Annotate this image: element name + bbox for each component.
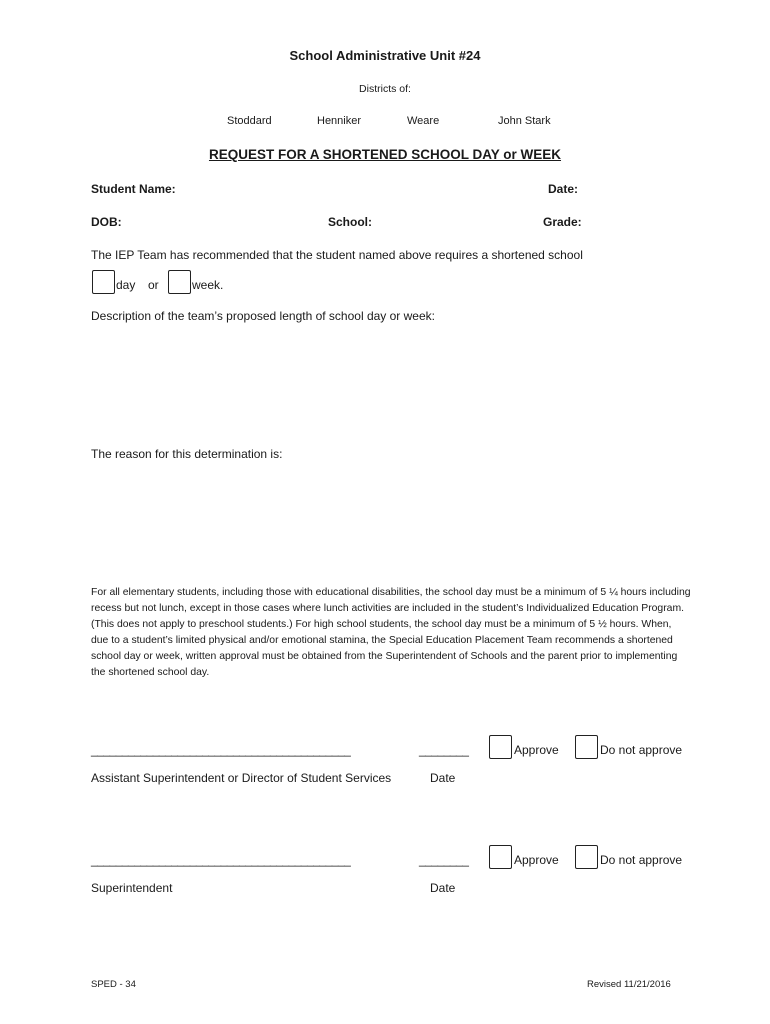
date-line[interactable]: ________ bbox=[419, 743, 469, 757]
day-option-label: day bbox=[116, 278, 136, 292]
approve-label: Approve bbox=[514, 853, 559, 867]
do-not-approve-checkbox[interactable] bbox=[575, 735, 598, 759]
signature-line[interactable]: __________________________________________ bbox=[91, 743, 351, 757]
do-not-approve-checkbox[interactable] bbox=[575, 845, 598, 869]
district-john-stark: John Stark bbox=[498, 115, 551, 127]
student-name-label: Student Name: bbox=[91, 182, 176, 196]
form-code: SPED - 34 bbox=[91, 979, 136, 990]
district-henniker: Henniker bbox=[317, 115, 362, 127]
approve-checkbox[interactable] bbox=[489, 735, 512, 759]
districts-label: Districts of: bbox=[359, 83, 411, 95]
organization-title: School Administrative Unit #24 bbox=[289, 48, 481, 63]
approve-label: Approve bbox=[514, 743, 559, 757]
grade-label: Grade: bbox=[543, 215, 582, 229]
date-label: Date: bbox=[548, 182, 579, 196]
dob-label: DOB: bbox=[91, 215, 122, 229]
date-caption: Date bbox=[430, 771, 456, 785]
signer-role-assistant-superintendent: Assistant Superintendent or Director of Student Services bbox=[91, 771, 392, 785]
form-title: REQUEST FOR A SHORTENED SCHOOL DAY or WEEK bbox=[208, 147, 562, 162]
school-label: School: bbox=[328, 215, 372, 229]
approve-checkbox[interactable] bbox=[489, 845, 512, 869]
district-weare: Weare bbox=[407, 115, 440, 127]
recommendation-text: The IEP Team has recommended that the student named above requires a shortened school bbox=[91, 248, 583, 262]
do-not-approve-label: Do not approve bbox=[600, 853, 683, 867]
district-stoddard: Stoddard bbox=[227, 115, 272, 127]
date-line[interactable]: ________ bbox=[419, 853, 469, 867]
day-checkbox[interactable] bbox=[92, 270, 115, 294]
or-label: or bbox=[148, 278, 159, 292]
signature-line[interactable]: __________________________________________ bbox=[91, 853, 351, 867]
do-not-approve-label: Do not approve bbox=[600, 743, 683, 757]
week-checkbox[interactable] bbox=[168, 270, 191, 294]
date-caption: Date bbox=[430, 881, 456, 895]
policy-paragraph: For all elementary students, including those with educational disabilities, the school day must be a minimum of 5 ¼ hours including recess but not lunch, except in those cases where lunch activities are included in the student’s Individualized Education Program. (This does not apply to preschool students.) For high school students, the school day must be a minimum of 5 ½ hours. When, due to a student’s limited physical and/or emotional stamina, the Special Education Placement Team recommends a shortened school day or week, written approval must be obtained from the Superintendent of Schools and the parent prior to implementing the shortened school day. bbox=[91, 587, 691, 678]
revision-date: Revised 11/21/2016 bbox=[587, 979, 671, 990]
week-option-label: week. bbox=[192, 278, 224, 292]
description-label: Description of the team’s proposed length of school day or week: bbox=[91, 309, 435, 323]
signer-role-superintendent: Superintendent bbox=[91, 881, 173, 895]
reason-label: The reason for this determination is: bbox=[91, 447, 283, 461]
